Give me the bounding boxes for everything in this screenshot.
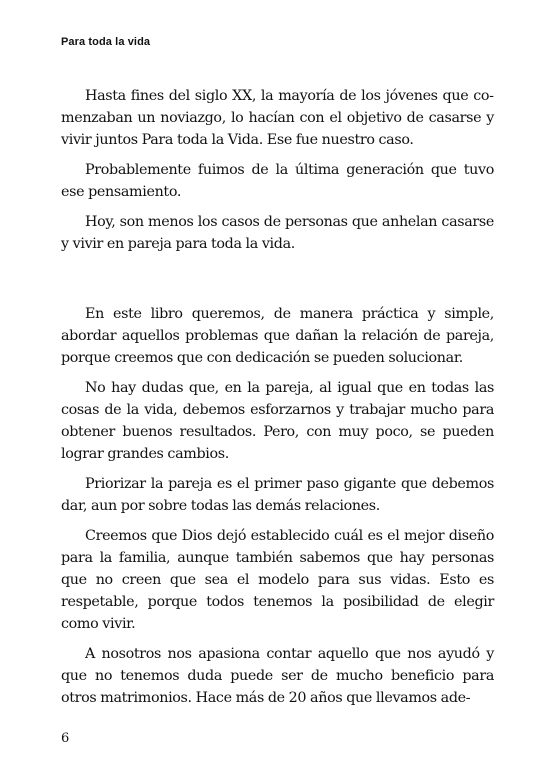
paragraph: En este libro queremos, de manera práctica y simple, abordar aquellos problemas que dañan la relación de pareja, porque creemos que con dedicación se pueden solucionar.	[61, 306, 494, 366]
section-break	[61, 263, 494, 303]
page-body	[61, 85, 494, 717]
paragraph: A nosotros nos apasiona contar aquello que nos ayudó y que no tenemos duda puede ser de mucho beneficio para otros matrimonios. Hace más de 20 años que llevamos ade-	[61, 646, 494, 706]
paragraph: Priorizar la pareja es el primer paso gigante que debemos dar, aun por sobre todas las demás relaciones.	[61, 476, 494, 514]
running-header: Para toda la vida	[61, 36, 151, 48]
paragraph: No hay dudas que, en la pareja, al igual que en todas las cosas de la vida, debemos esforzarnos y trabajar mucho para obtener buenos resultados. Pero, con muy poco, se pueden lograr grandes cambios.	[61, 380, 494, 462]
paragraph: Hasta fines del siglo XX, la mayoría de los jóvenes que comenzaban un noviazgo, lo hacían con el objetivo de casarse y vivir juntos Para toda la Vida. Ese fue nuestro caso.	[61, 88, 494, 148]
page-number: 6	[61, 731, 70, 746]
paragraph: Creemos que Dios dejó establecido cuál es el mejor diseño para la familia, aunque también sabemos que hay personas que no creen que sea el modelo para sus vidas. Esto es respetable, porque todos tenemos la posibilidad de elegir como vivir.	[61, 528, 494, 632]
paragraph: Hoy, son menos los casos de personas que anhelan casarse y vivir en pareja para toda la vida.	[61, 214, 494, 252]
paragraph: Probablemente fuimos de la última generación que tuvo ese pensamiento.	[61, 162, 494, 200]
